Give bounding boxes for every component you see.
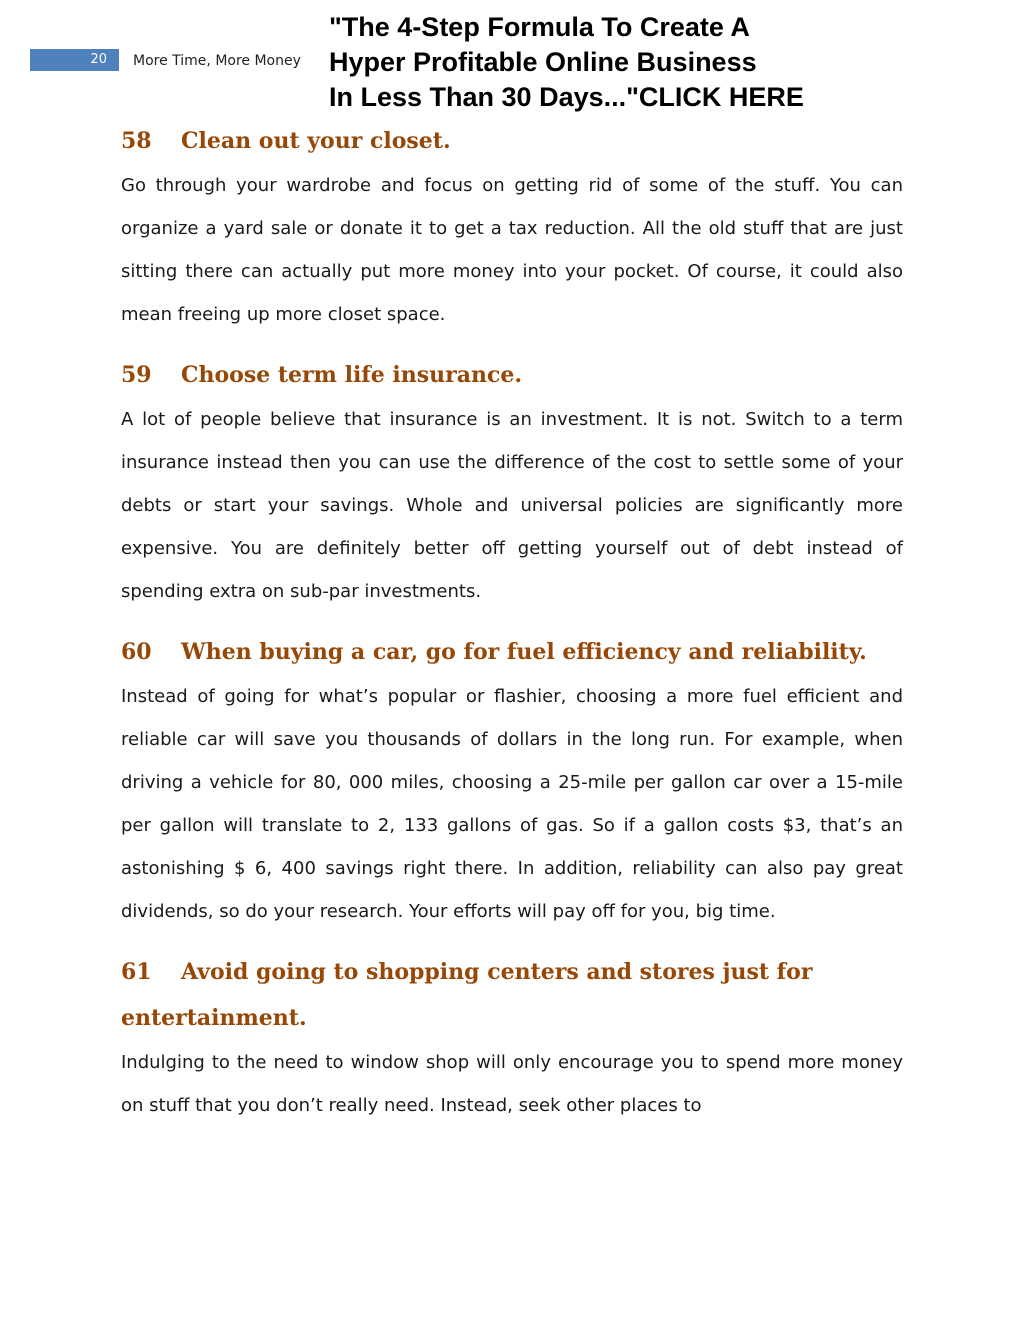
promo-line-2: Hyper Profitable Online Business <box>329 47 757 77</box>
section-heading <box>121 118 903 164</box>
click-here-promo-link[interactable] <box>329 10 889 115</box>
section-title: Choose term life insurance. <box>181 362 523 388</box>
section-number: 61 <box>121 959 152 985</box>
section-61 <box>121 949 903 1127</box>
section-59 <box>121 352 903 613</box>
section-number: 58 <box>121 128 152 154</box>
section-title: Clean out your closet. <box>181 128 451 154</box>
running-title: More Time, More Money <box>133 53 301 69</box>
section-heading <box>121 352 903 398</box>
section-title: When buying a car, go for fuel efficiency and reliability. <box>181 639 867 665</box>
section-body: Instead of going for what’s popular or flashier, choosing a more fuel efficient and reliable car will save you thousands of dollars in the long run. For example, when driving a vehicle for 80, 000 miles, choosing a 25-mile per gallon car over a 15-mile per gallon will translate to 2, 133 gallons of gas. So if a gallon costs $3, that’s an astonishing $ 6, 400 savings right there. In addition, reliability can also pay great dividends, so do your research. Your efforts will pay off for you, big time. <box>121 686 903 922</box>
page-number: 20 <box>30 49 119 71</box>
section-heading <box>121 629 903 675</box>
section-body: Go through your wardrobe and focus on getting rid of some of the stuff. You can organize a yard sale or donate it to get a tax reduction. All the old stuff that are just sitting there can actually put more money into your pocket. Of course, it could also mean freeing up more closet space. <box>121 175 903 325</box>
section-body: Indulging to the need to window shop will only encourage you to spend more money on stuff that you don’t really need. Instead, seek other places to <box>121 1052 903 1116</box>
section-number: 60 <box>121 639 152 665</box>
section-heading <box>121 949 903 1041</box>
section-number: 59 <box>121 362 152 388</box>
promo-line-3: In Less Than 30 Days..."CLICK HERE <box>329 82 804 112</box>
section-title: Avoid going to shopping centers and stores just for entertainment. <box>121 959 813 1031</box>
section-58 <box>121 118 903 336</box>
promo-line-1: "The 4-Step Formula To Create A <box>329 12 750 42</box>
section-60 <box>121 629 903 933</box>
page-content <box>121 118 903 1127</box>
section-body: A lot of people believe that insurance is an investment. It is not. Switch to a term insurance instead then you can use the difference of the cost to settle some of your debts or start your savings. Whole and universal policies are significantly more expensive. You are definitely better off getting yourself out of debt instead of spending extra on sub-par investments. <box>121 409 903 602</box>
